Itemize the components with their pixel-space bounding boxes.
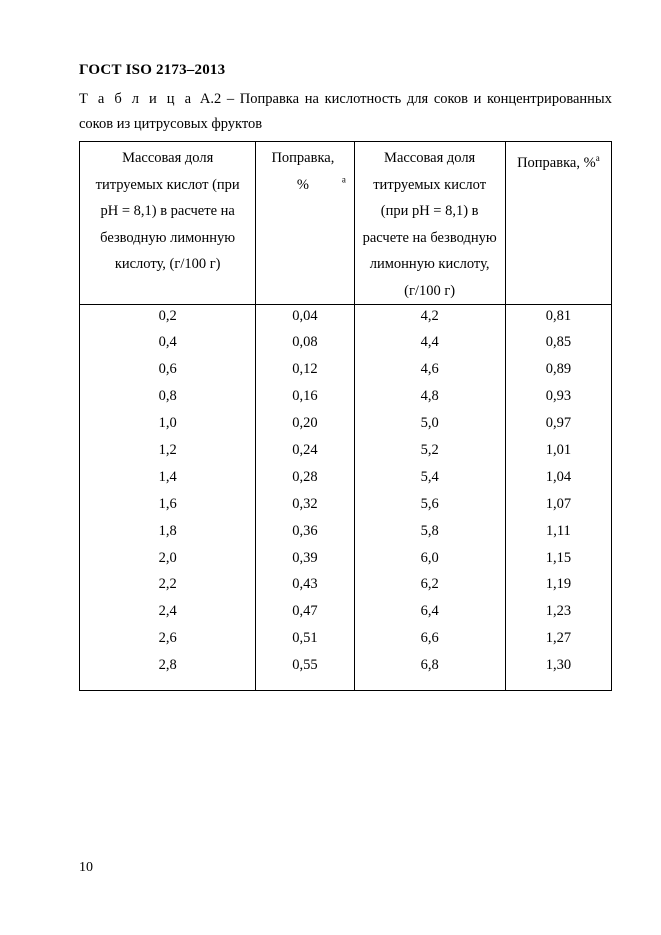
cell-mass-fraction: 4,6 — [354, 358, 505, 385]
table-row — [80, 493, 612, 520]
cell-mass-fraction: 5,2 — [354, 439, 505, 466]
caption-word: соков — [433, 91, 468, 107]
cell-correction: 1,04 — [505, 466, 611, 493]
cell-correction: 0,36 — [256, 520, 354, 547]
table-row — [80, 305, 612, 332]
caption-word: концентрированных — [487, 91, 612, 107]
cell-correction: 0,39 — [256, 547, 354, 574]
cell-correction: 0,85 — [505, 331, 611, 358]
cell-correction: 1,19 — [505, 573, 611, 600]
cell-mass-fraction: 1,8 — [80, 520, 256, 547]
caption-word: для — [406, 91, 429, 107]
page-number: 10 — [79, 860, 93, 875]
header-correction-1: Поправка, % $^а$ — [256, 142, 354, 305]
footnote-marker: а — [341, 174, 346, 185]
cell-correction: 0,97 — [505, 412, 611, 439]
cell-correction: 0,08 — [256, 331, 354, 358]
table-row — [80, 547, 612, 574]
cell-correction: 0,55 — [256, 654, 354, 691]
cell-mass-fraction: 1,2 — [80, 439, 256, 466]
cell-mass-fraction: 5,0 — [354, 412, 505, 439]
table-row — [80, 573, 612, 600]
cell-mass-fraction: 4,8 — [354, 385, 505, 412]
cell-mass-fraction: 2,0 — [80, 547, 256, 574]
cell-correction: 1,15 — [505, 547, 611, 574]
cell-correction: 0,28 — [256, 466, 354, 493]
acidity-correction-table — [79, 141, 612, 691]
cell-correction: 1,23 — [505, 600, 611, 627]
cell-correction: 0,81 — [505, 305, 611, 332]
table-row — [80, 627, 612, 654]
cell-mass-fraction: 1,0 — [80, 412, 256, 439]
cell-correction: 0,32 — [256, 493, 354, 520]
cell-mass-fraction: 0,6 — [80, 358, 256, 385]
cell-mass-fraction: 5,4 — [354, 466, 505, 493]
cell-correction: 1,01 — [505, 439, 611, 466]
cell-mass-fraction: 6,8 — [354, 654, 505, 691]
cell-mass-fraction: 1,6 — [80, 493, 256, 520]
table-header-row — [80, 142, 612, 305]
cell-mass-fraction: 4,2 — [354, 305, 505, 332]
cell-correction: 0,20 — [256, 412, 354, 439]
cell-mass-fraction: 0,8 — [80, 385, 256, 412]
cell-correction: 0,51 — [256, 627, 354, 654]
table-row — [80, 466, 612, 493]
cell-mass-fraction: 4,4 — [354, 331, 505, 358]
caption-word: А.2 — [199, 91, 222, 107]
cell-mass-fraction: 2,8 — [80, 654, 256, 691]
caption-line-2: соков из цитрусовых фруктов — [79, 116, 263, 132]
cell-mass-fraction: 6,2 — [354, 573, 505, 600]
cell-correction: 0,24 — [256, 439, 354, 466]
cell-mass-fraction: 0,2 — [80, 305, 256, 332]
cell-mass-fraction: 1,4 — [80, 466, 256, 493]
table-row — [80, 358, 612, 385]
cell-mass-fraction: 6,6 — [354, 627, 505, 654]
caption-word: и — [473, 91, 482, 107]
table-row — [80, 654, 612, 691]
cell-mass-fraction: 2,4 — [80, 600, 256, 627]
cell-correction: 1,30 — [505, 654, 611, 691]
cell-mass-fraction: 6,4 — [354, 600, 505, 627]
caption-table-word: Т а б л и ц а — [79, 91, 195, 107]
footnote-marker: а — [595, 153, 600, 163]
cell-mass-fraction: 5,6 — [354, 493, 505, 520]
table-row — [80, 439, 612, 466]
cell-mass-fraction: 2,2 — [80, 573, 256, 600]
caption-word: Поправка — [239, 91, 300, 107]
cell-correction: 1,11 — [505, 520, 611, 547]
cell-mass-fraction: 2,6 — [80, 627, 256, 654]
cell-correction: 0,47 — [256, 600, 354, 627]
cell-mass-fraction: 5,8 — [354, 520, 505, 547]
caption-word: кислотность — [324, 91, 402, 107]
cell-correction: 1,07 — [505, 493, 611, 520]
table-row — [80, 412, 612, 439]
table-row — [80, 520, 612, 547]
table-caption — [79, 87, 612, 137]
cell-correction: 1,27 — [505, 627, 611, 654]
cell-correction: 0,12 — [256, 358, 354, 385]
caption-word: на — [304, 91, 319, 107]
cell-correction: 0,89 — [505, 358, 611, 385]
table-row — [80, 385, 612, 412]
table-row — [80, 331, 612, 358]
caption-line-1 — [79, 87, 612, 112]
cell-correction: 0,04 — [256, 305, 354, 332]
header-mass-fraction-2: Массовая доля титруемых кислот (при pH = 8,1) в расчете на безводную лимонную кислоту, (г/100 г) — [354, 142, 505, 305]
cell-mass-fraction: 0,4 — [80, 331, 256, 358]
cell-correction: 0,16 — [256, 385, 354, 412]
document-code: ГОСТ ISO 2173–2013 — [79, 62, 226, 78]
table-body — [80, 305, 612, 691]
header-correction-2: Поправка, %$^а$ — [505, 142, 611, 305]
caption-word: – — [226, 91, 235, 107]
table-row — [80, 600, 612, 627]
cell-mass-fraction: 6,0 — [354, 547, 505, 574]
header-mass-fraction-1: Массовая доля титруемых кислот (при pH = 8,1) в расчете на безводную лимонную кислоту, (г/100 г) — [80, 142, 256, 305]
cell-correction: 0,93 — [505, 385, 611, 412]
cell-correction: 0,43 — [256, 573, 354, 600]
